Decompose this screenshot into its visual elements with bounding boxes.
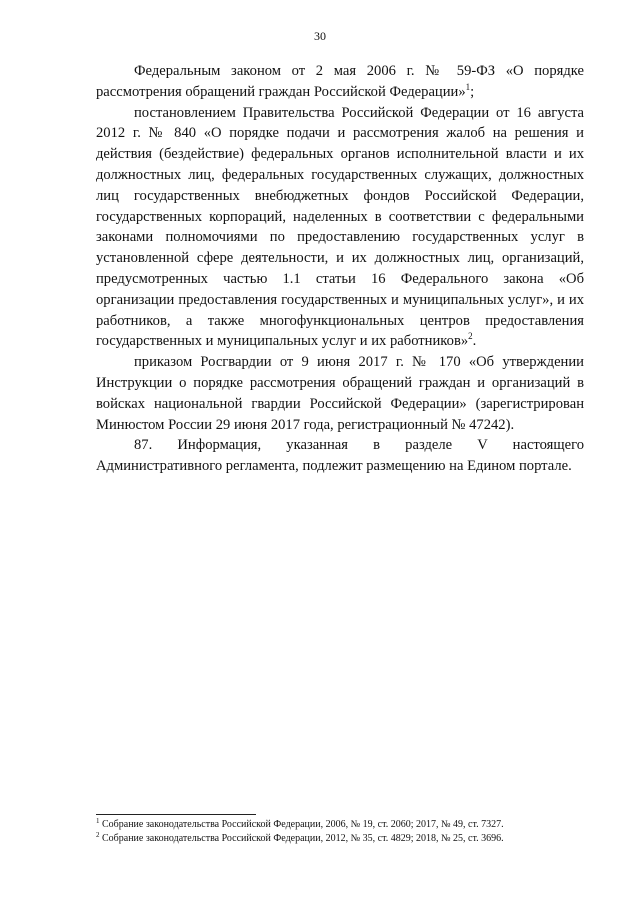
- footnote-marker: 1: [96, 817, 100, 825]
- paragraph-text: постановлением Правительства Российской Федерации от 16 августа 2012 г. № 840 «О порядке подачи и рассмотрения жалоб на решения и действия (бездействие) федеральных органов исполнительной власти и их должностных лиц, федеральных государственных служащих, должностных лиц государственных внебюджетных фондов Российской Федерации, государственных корпораций, наделенных в соответствии с федеральными законами полномочиями по предоставлению государственных услуг в установленной сфере деятельности, и их должностных лиц, организаций, предусмотренных частью 1.1 статьи 16 Федерального закона «Об организации предоставления государственных и муниципальных услуг», и их работников, а также многофункциональных центров предоставления государственных и муниципальных услуг и их работников»: [96, 104, 584, 350]
- page-number: 30: [314, 29, 326, 43]
- footnote-1: [96, 818, 584, 832]
- paragraph-text: Федеральным законом от 2 мая 2006 г. № 59-ФЗ «О порядке рассмотрения обращений граждан Российской Федерации»: [96, 63, 584, 100]
- paragraph-tail: ;: [470, 83, 475, 100]
- footnote-ref: 1: [465, 81, 471, 92]
- paragraph-federal-law: [96, 61, 584, 103]
- paragraph-government-decree: [96, 103, 584, 353]
- paragraph-rosgvardia-order: [96, 352, 584, 435]
- footnote-text: Собрание законодательства Российской Федерации, 2006, № 19, ст. 2060; 2017, № 49, ст. 7327.: [99, 819, 504, 830]
- footnotes: [96, 818, 584, 846]
- footnote-marker: 2: [96, 831, 100, 839]
- paragraph-tail: .: [472, 333, 477, 350]
- paragraph-text: приказом Росгвардии от 9 июня 2017 г. № 170 «Об утверждении Инструкции о порядке рассмотрения обращений граждан и организаций в войсках национальной гвардии Российской Федерации» (зарегистрирован Минюстом России 29 июня 2017 года, регистрационный № 47242).: [96, 354, 584, 433]
- footnote-divider: [96, 814, 256, 815]
- body-text: [96, 61, 584, 477]
- footnote-ref: 2: [468, 331, 473, 342]
- paragraph-text: 87. Информация, указанная в разделе V настоящего Административного регламента, подлежит размещению на Едином портале.: [96, 437, 584, 475]
- footnote-text: Собрание законодательства Российской Федерации, 2012, № 35, ст. 4829; 2018, № 25, ст. 3696.: [99, 833, 504, 844]
- footnote-2: [96, 832, 584, 846]
- paragraph-item-87: [96, 435, 584, 477]
